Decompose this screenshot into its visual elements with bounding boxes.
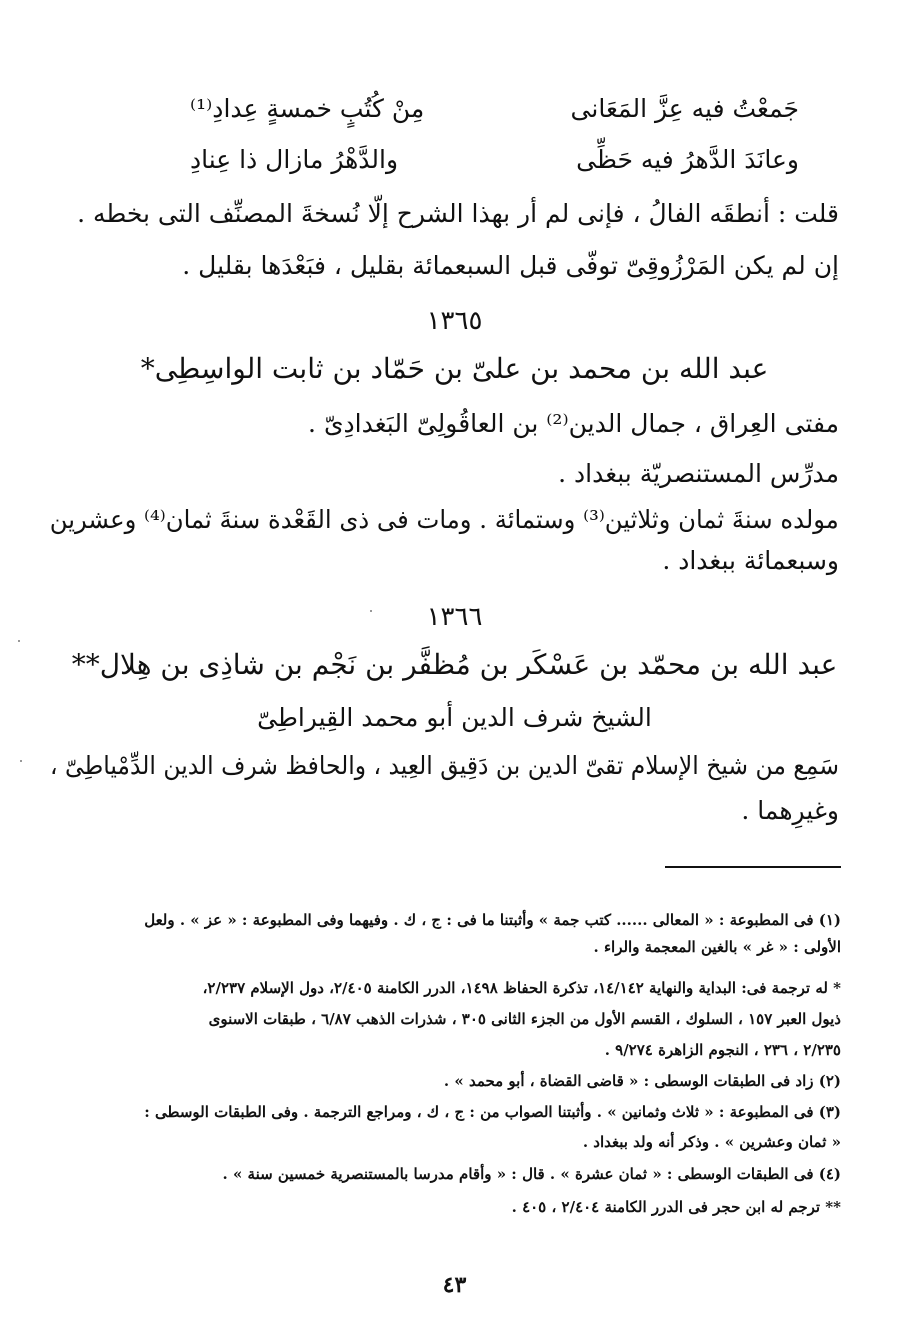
footnote-4: (٤) فى الطبقات الوسطى : « ثمان عشرة » . قال : « وأقام مدرسا بالمستنصرية خمسين سنة » . [222,1165,841,1183]
footnote-3-line-2: « ثمان وعشرين » . وذكر أنه ولد ببغداد . [582,1133,841,1151]
entry-1-line-1: مفتى العِراق ، جمال الدين⁽²⁾ بن العاقُولِىّ البَغدادِىّ . [308,409,839,438]
entry-1-line-3: مولده سنةَ ثمان وثلاثين⁽³⁾ وستمائة . ومات فى ذى القَعْدة سنةَ ثمان⁽⁴⁾ وعشرين [49,505,839,534]
verse-2-left: والدَّهْرُ مازال ذا عِنادِ [190,145,399,174]
verse-2-right: وعانَدَ الدَّهرُ فيه حَظِّى [576,145,799,174]
entry-2-subtitle: الشيخ شرف الدين أبو محمد القِيراطِىّ [257,703,652,732]
page-number: ٤٣ [442,1272,467,1298]
entry-2-number: ١٣٦٦ [426,602,483,632]
intro-line-2: إن لم يكن المَرْزُوقِىّ توفّى قبل السبعمائة بقليل ، فبَعْدَها بقليل . [182,251,839,280]
footnote-1-line-1: (١) فى المطبوعة : « المعالى ...... كتب جمة » وأثبتنا ما فى : ج ، ك . وفيهما وفى المطبوعة : « عز » . ولعل [144,911,841,929]
entry-2-name: عبد الله بن محمّد بن عَسْكَر بن مُظفَّر بن نَجْم بن شاذِى بن هِلال** [71,648,838,681]
entry-1-line-2: مدرِّس المستنصريّة ببغداد . [558,459,839,488]
footnote-2: (٢) زاد فى الطبقات الوسطى : « قاضى القضاة ، أبو محمد » . [443,1072,841,1090]
entry-1-number: ١٣٦٥ [426,306,483,336]
footnote-star-line-2: ذيول العبر ١٥٧ ، السلوك ، القسم الأول من الجزء الثانى ٣٠٥ ، شذرات الذهب ٦/٨٧ ، طبقات الاسنوى [208,1010,841,1028]
footnote-separator [665,866,841,868]
entry-1-line-4: وسبعمائة ببغداد . [662,546,839,575]
footnote-1-line-2: الأولى : « غر » بالغين المعجمة والراء . [593,938,841,956]
verse-1-right: جَمعْتُ فيه عِزَّ المَعَانى [570,94,799,123]
entry-1-name: عبد الله بن محمد بن علىّ بن حَمّاد بن ثابت الواسِطِى* [140,352,769,385]
footnote-3-line-1: (٣) فى المطبوعة : « ثلاث وثمانين » . وأثبتنا الصواب من : ج ، ك ، ومراجع الترجمة . وفى الطبقات الوسطى : [144,1103,841,1121]
entry-2-line-1: سَمِع من شيخ الإسلام تقىّ الدين بن دَقِيق العِيد ، والحافظ شرف الدين الدِّمْياطِىّ ، [50,751,839,780]
scan-speck [20,760,22,762]
footnote-star-line-3: ٢/٢٣٥ ، ٢٣٦ ، النجوم الزاهرة ٩/٢٧٤ . [604,1041,841,1059]
footnote-double-star: ** ترجم له ابن حجر فى الدرر الكامنة ٢/٤٠٤ ، ٤٠٥ . [511,1198,841,1216]
verse-1-left: مِنْ كُتُبٍ خمسةٍ عِدادِ⁽¹⁾ [190,94,425,123]
entry-2-line-2: وغيرِهما . [741,796,839,825]
footnote-star-line-1: * له ترجمة فى: البداية والنهاية ١٤/١٤٢، تذكرة الحفاظ ١٤٩٨، الدرر الكامنة ٢/٤٠٥، دول الإسلام ٢/٢٣٧، [202,979,841,997]
scan-speck [18,640,20,642]
intro-line-1: قلت : أنطقَه الفالُ ، فإنى لم أر بهذا الشرح إلّا نُسخةَ المصنِّف التى بخطه . [77,199,839,228]
